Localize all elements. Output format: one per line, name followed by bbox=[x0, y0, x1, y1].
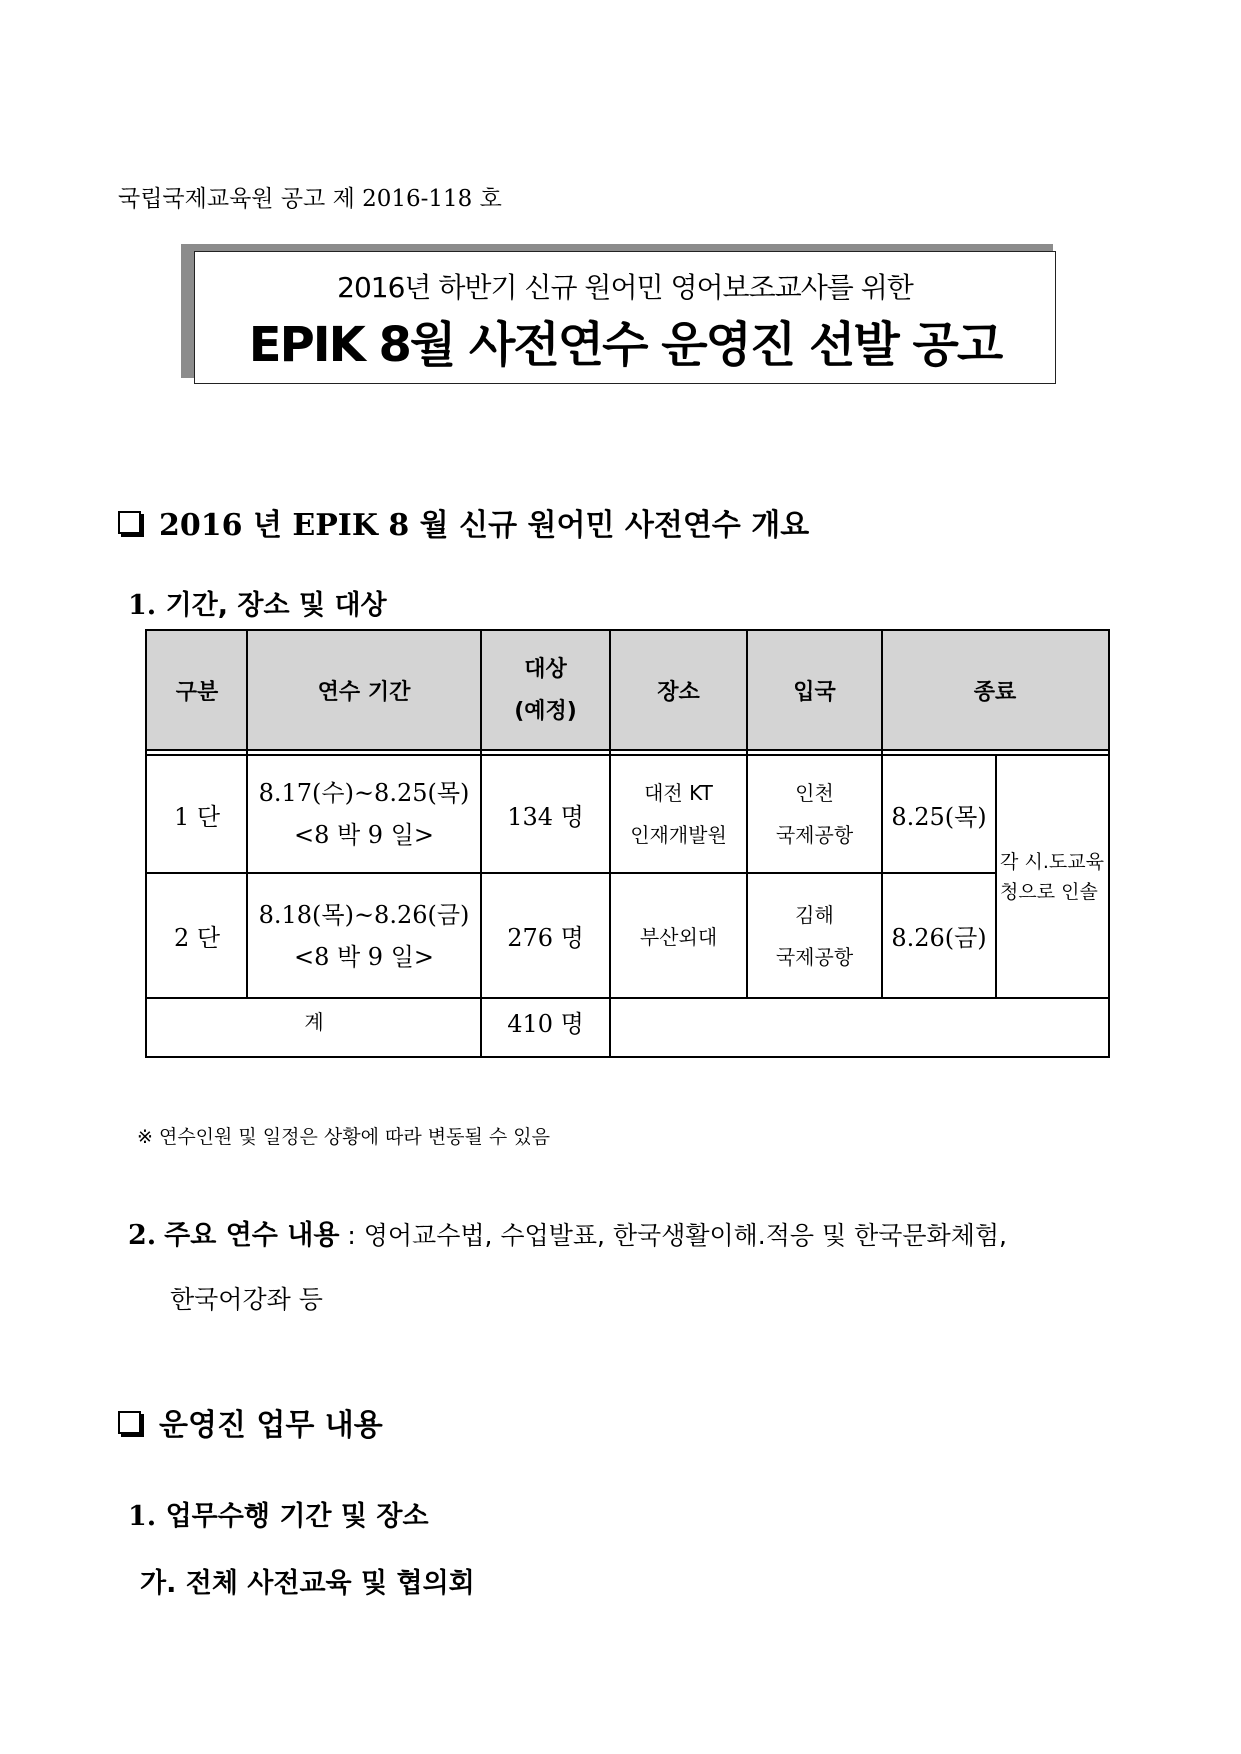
checkbox-icon bbox=[118, 1411, 141, 1434]
row1-venue: 대전 KT 인재개발원 bbox=[630, 781, 727, 847]
section2-sub-item: 가. 전체 사전교육 및 협의회 bbox=[140, 1568, 475, 1599]
header-divider bbox=[147, 749, 1108, 751]
section2-heading bbox=[118, 1400, 383, 1444]
item2-text: : 영어교수법, 수업발표, 한국생활이해.적응 및 한국문화체험, bbox=[347, 1221, 1007, 1250]
header-entry: 입국 bbox=[747, 631, 882, 750]
item-number: 2. bbox=[128, 1220, 157, 1251]
header-divider-double bbox=[147, 754, 1108, 756]
section1-item2 bbox=[128, 1204, 1128, 1332]
header-period: 연수 기간 bbox=[247, 631, 481, 750]
header-end: 종료 bbox=[882, 631, 1108, 750]
section1-item1 bbox=[128, 583, 387, 622]
header-target: 대상 (예정) bbox=[481, 631, 610, 750]
title-main: EPIK 8월 사전연수 운영진 선발 공고 bbox=[248, 317, 1002, 373]
total-value: 410 명 bbox=[507, 1010, 584, 1038]
title-subtitle: 2016년 하반기 신규 원어민 영어보조교사를 위한 bbox=[337, 271, 913, 304]
item2-text-line2: 한국어강좌 등 bbox=[170, 1285, 323, 1314]
row2-division: 2 단 bbox=[173, 924, 221, 952]
header-venue: 장소 bbox=[610, 631, 747, 750]
row2-entry: 김해 국제공항 bbox=[775, 902, 854, 969]
section1-heading bbox=[118, 500, 809, 544]
row1-division: 1 단 bbox=[173, 802, 221, 831]
item-number: 1. bbox=[128, 1501, 157, 1532]
item-number: 1. bbox=[128, 590, 157, 621]
col-divider bbox=[246, 631, 248, 998]
section2-item1 bbox=[128, 1494, 429, 1533]
schedule-table bbox=[145, 629, 1110, 1058]
total-label: 계 bbox=[304, 1010, 324, 1034]
row2-venue: 부산외대 bbox=[639, 925, 718, 949]
item2-label: 주요 연수 내용 bbox=[164, 1220, 340, 1251]
row1-end-date: 8.25(목) bbox=[891, 802, 987, 831]
row1-entry: 인천 국제공항 bbox=[775, 781, 854, 847]
item-text: 업무수행 기간 및 장소 bbox=[165, 1501, 429, 1532]
col-divider bbox=[995, 755, 997, 998]
checkbox-icon bbox=[118, 511, 141, 534]
row2-period: 8.18(목)~8.26(금) <8 박 9 일> bbox=[258, 900, 470, 971]
col-divider bbox=[746, 631, 748, 998]
title-box bbox=[194, 251, 1056, 384]
notice-number: 국립국제교육원 공고 제 2016-118 호 bbox=[118, 186, 502, 212]
item-text: 기간, 장소 및 대상 bbox=[165, 590, 387, 621]
row1-target: 134 명 bbox=[507, 802, 584, 831]
header-division: 구분 bbox=[147, 631, 247, 750]
col-divider bbox=[480, 631, 482, 1056]
col-divider bbox=[881, 631, 883, 998]
section1-heading-text: 2016 년 EPIK 8 월 신규 원어민 사전연수 개요 bbox=[159, 508, 810, 543]
table-note: ※ 연수인원 및 일정은 상황에 따라 변동될 수 있음 bbox=[137, 1126, 550, 1148]
row2-end-date: 8.26(금) bbox=[891, 924, 987, 952]
total-divider bbox=[147, 997, 1108, 999]
row-divider bbox=[147, 872, 996, 874]
col-divider bbox=[609, 631, 611, 1056]
section2-heading-text: 운영진 업무 내용 bbox=[159, 1408, 383, 1443]
row1-period: 8.17(수)~8.25(목) <8 박 9 일> bbox=[258, 779, 470, 849]
row2-target: 276 명 bbox=[507, 924, 584, 952]
end-note: 각 시.도교육청으로 인솔 bbox=[1000, 850, 1104, 903]
